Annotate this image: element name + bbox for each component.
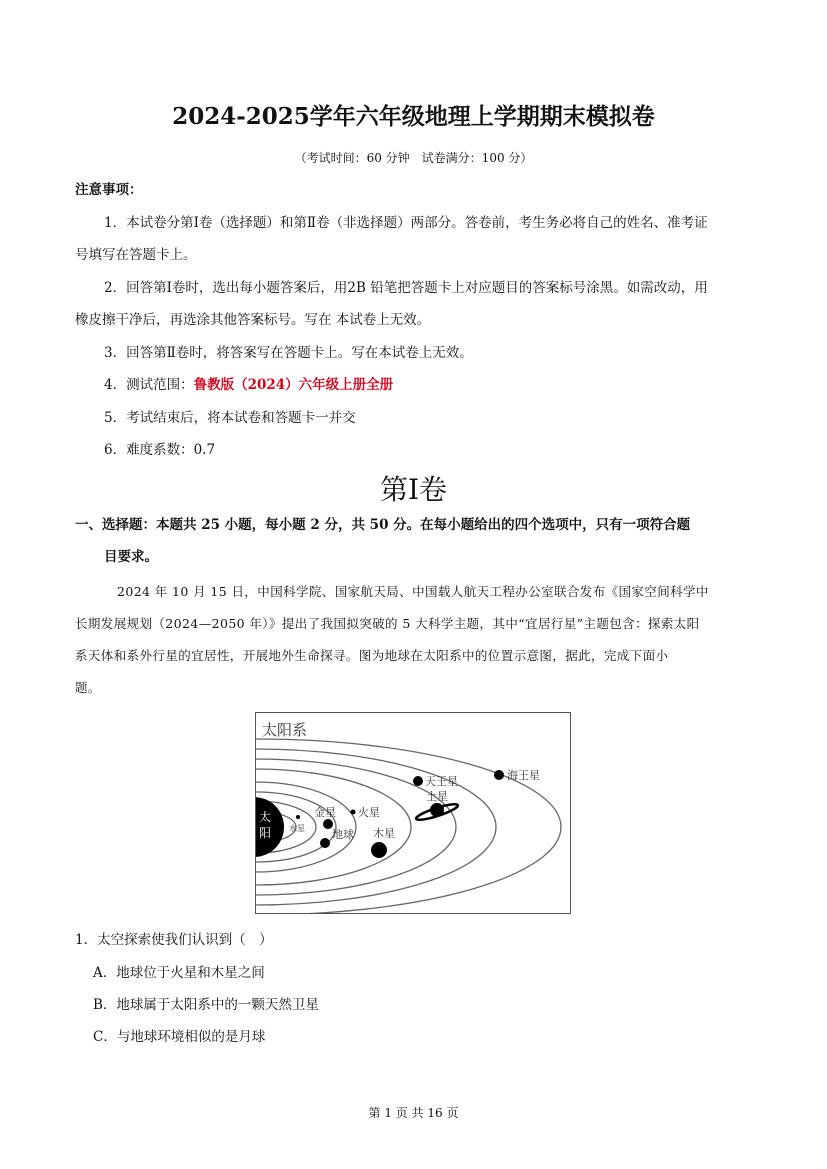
sun-label: 太 xyxy=(259,810,272,824)
volume-heading: 第Ⅰ卷 xyxy=(379,473,448,506)
earth-label: 地球 xyxy=(332,828,354,841)
jupiter xyxy=(371,842,387,858)
test-range: 鲁教版（2024）六年级上册全册 xyxy=(193,377,394,393)
mercury-label: 水星 xyxy=(289,824,305,833)
uranus xyxy=(413,776,423,786)
solar-system-diagram xyxy=(255,712,571,914)
venus-label: 金星 xyxy=(314,806,336,819)
mars xyxy=(351,810,356,815)
sun-label: 阳 xyxy=(259,826,272,840)
passage-line: 2024 年 10 月 15 日，中国科学院、国家航天局、中国载人航天工程办公室联合发布《国家空间科学中 xyxy=(117,584,709,599)
neptune xyxy=(494,770,504,780)
earth xyxy=(320,838,330,848)
section-heading: 一、选择题：本题共 25 小题，每小题 2 分，共 50 分。在每小题给出的四个选项中，只有一项符合题 xyxy=(75,517,691,533)
mercury xyxy=(296,815,300,819)
question-1-stem: 1．太空探索使我们认识到（ ） xyxy=(75,932,273,948)
note-2: 2．回答第Ⅰ卷时，选出每小题答案后，用2B 铅笔把答题卡上对应题目的答案标号涂黑。如需改动，用 xyxy=(104,280,708,296)
note-6: 6．难度系数：0.7 xyxy=(104,442,216,458)
mars-label: 火星 xyxy=(358,806,380,819)
note-5: 5．考试结束后，将本试卷和答题卡一并交 xyxy=(104,410,356,426)
page-footer: 第 1 页 共 16 页 xyxy=(368,1106,459,1120)
note-2-cont: 橡皮擦干净后，再选涂其他答案标号。写在 本试卷上无效。 xyxy=(75,312,431,328)
jupiter-label: 木星 xyxy=(373,827,395,840)
option-a: A．地球位于火星和木星之间 xyxy=(93,965,265,981)
notes-heading: 注意事项： xyxy=(75,182,143,198)
section-heading-cont: 目要求。 xyxy=(104,549,158,565)
uranus-label: 天王星 xyxy=(425,775,458,788)
passage-line: 题。 xyxy=(75,680,101,695)
exam-info: （考试时间：60 分钟 试卷满分：100 分） xyxy=(294,151,533,165)
option-b: B．地球属于太阳系中的一颗天然卫星 xyxy=(93,997,319,1013)
note-4-label: 4．测试范围： xyxy=(104,377,194,393)
note-1: 1．本试卷分第Ⅰ卷（选择题）和第Ⅱ卷（非选择题）两部分。答卷前，考生务必将自己的姓名、准考证 xyxy=(104,215,708,231)
passage-line: 长期发展规划（2024—2050 年）》提出了我国拟突破的 5 大科学主题，其中“宜居行星”主题包含：探索太阳 xyxy=(75,616,700,631)
note-3: 3．回答第Ⅱ卷时，将答案写在答题卡上。写在本试卷上无效。 xyxy=(104,345,473,361)
note-4 xyxy=(104,376,393,394)
saturn-label: 土星 xyxy=(426,790,448,803)
passage-line: 系天体和系外行星的宜居性，开展地外生命探寻。图为地球在太阳系中的位置示意图，据此，完成下面小 xyxy=(75,648,669,663)
page-title: 2024-2025学年六年级地理上学期期末模拟卷 xyxy=(172,103,655,130)
figure-title: 太阳系 xyxy=(262,721,308,739)
neptune-label: 海王星 xyxy=(507,769,540,782)
option-c: C．与地球环境相似的是月球 xyxy=(93,1029,266,1045)
note-1-cont: 号填写在答题卡上。 xyxy=(75,247,197,263)
